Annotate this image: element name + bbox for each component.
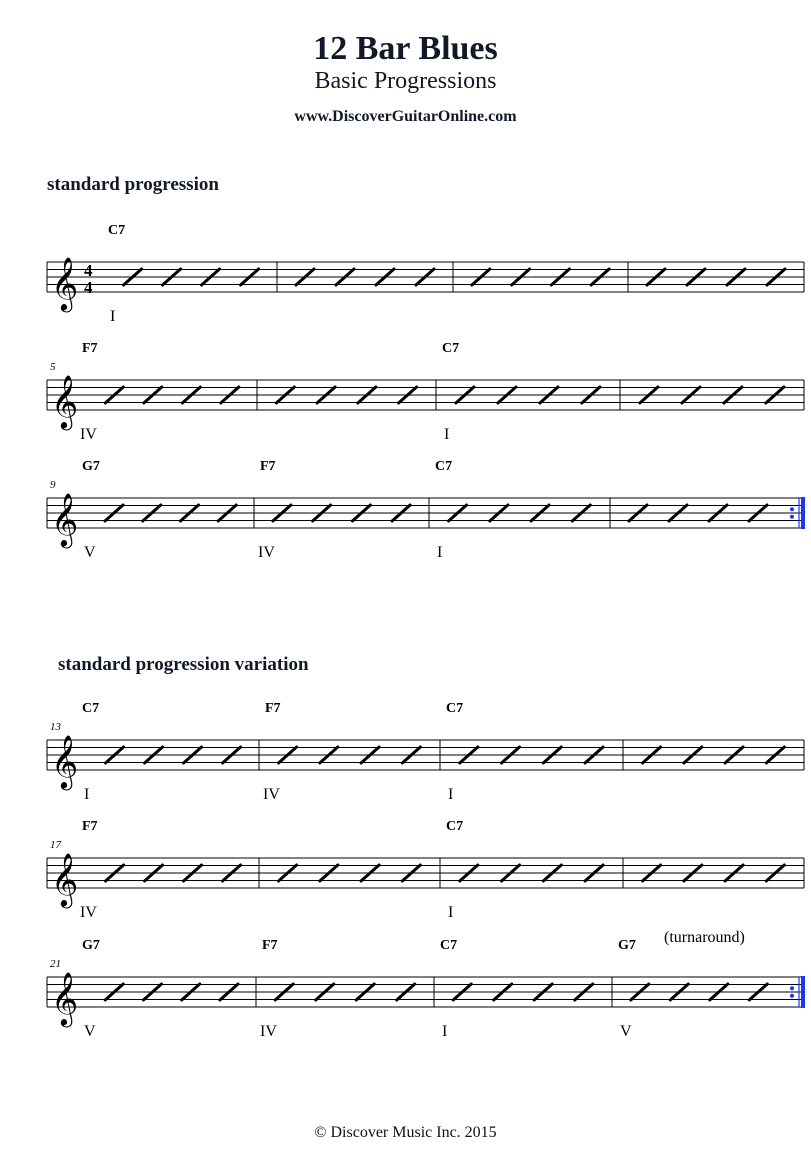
roman-numeral: V — [84, 544, 96, 561]
staff-system — [47, 459, 805, 561]
measure-number: 5 — [50, 361, 56, 373]
chord-symbol: G7 — [618, 938, 636, 953]
roman-numeral: I — [444, 426, 450, 443]
chord-symbol: C7 — [435, 459, 453, 474]
chord-symbol: F7 — [260, 459, 276, 474]
chord-symbol: C7 — [446, 701, 464, 716]
measure-number: 13 — [50, 721, 61, 733]
chord-symbol: F7 — [265, 701, 281, 716]
turnaround-annotation: (turnaround) — [664, 929, 745, 946]
chord-symbol: C7 — [442, 341, 460, 356]
staff-system — [47, 223, 804, 325]
staff-system — [47, 341, 804, 443]
staff-system — [47, 819, 804, 921]
roman-numeral: I — [442, 1023, 448, 1040]
time-signature-top: 4 — [84, 261, 93, 280]
section-heading-standard: standard progression — [47, 174, 219, 195]
chord-symbol: G7 — [82, 938, 100, 953]
repeat-dot — [790, 515, 794, 519]
roman-numeral: IV — [263, 786, 280, 803]
chord-symbol: F7 — [82, 819, 98, 834]
roman-numeral: IV — [80, 904, 97, 921]
repeat-dot — [790, 994, 794, 998]
measure-number: 9 — [50, 479, 56, 491]
roman-numeral: IV — [260, 1023, 277, 1040]
roman-numeral: I — [448, 904, 454, 921]
treble-clef-icon: 𝄞 — [51, 736, 79, 787]
page-title: 12 Bar Blues — [313, 30, 498, 67]
time-signature-bottom: 4 — [84, 278, 93, 297]
treble-clef-icon: 𝄞 — [51, 376, 79, 427]
chord-symbol: C7 — [82, 701, 100, 716]
chord-symbol: C7 — [440, 938, 458, 953]
chord-symbol: F7 — [82, 341, 98, 356]
copyright-footer: © Discover Music Inc. 2015 — [314, 1124, 497, 1141]
staff-system — [47, 929, 805, 1040]
roman-numeral: V — [84, 1023, 96, 1040]
repeat-dot — [790, 986, 794, 990]
chord-symbol: F7 — [262, 938, 278, 953]
treble-clef-icon: 𝄞 — [51, 258, 79, 309]
end-repeat-thick-bar — [801, 976, 805, 1008]
chord-symbol: C7 — [108, 223, 126, 238]
roman-numeral: I — [448, 786, 454, 803]
treble-clef-icon: 𝄞 — [51, 973, 79, 1024]
section-heading-variation: standard progression variation — [58, 654, 309, 675]
end-repeat-thick-bar — [801, 497, 805, 529]
roman-numeral: IV — [258, 544, 275, 561]
roman-numeral: I — [437, 544, 443, 561]
staff-system — [47, 701, 804, 803]
measure-number: 21 — [50, 958, 61, 970]
roman-numeral: IV — [80, 426, 97, 443]
chord-symbol: C7 — [446, 819, 464, 834]
roman-numeral: I — [84, 786, 90, 803]
roman-numeral: I — [110, 308, 116, 325]
page-subtitle: Basic Progressions — [314, 68, 497, 94]
website-link[interactable]: www.DiscoverGuitarOnline.com — [294, 108, 517, 125]
measure-number: 17 — [50, 839, 61, 851]
roman-numeral: V — [620, 1023, 632, 1040]
treble-clef-icon: 𝄞 — [51, 854, 79, 905]
chord-symbol: G7 — [82, 459, 100, 474]
treble-clef-icon: 𝄞 — [51, 494, 79, 545]
repeat-dot — [790, 507, 794, 511]
